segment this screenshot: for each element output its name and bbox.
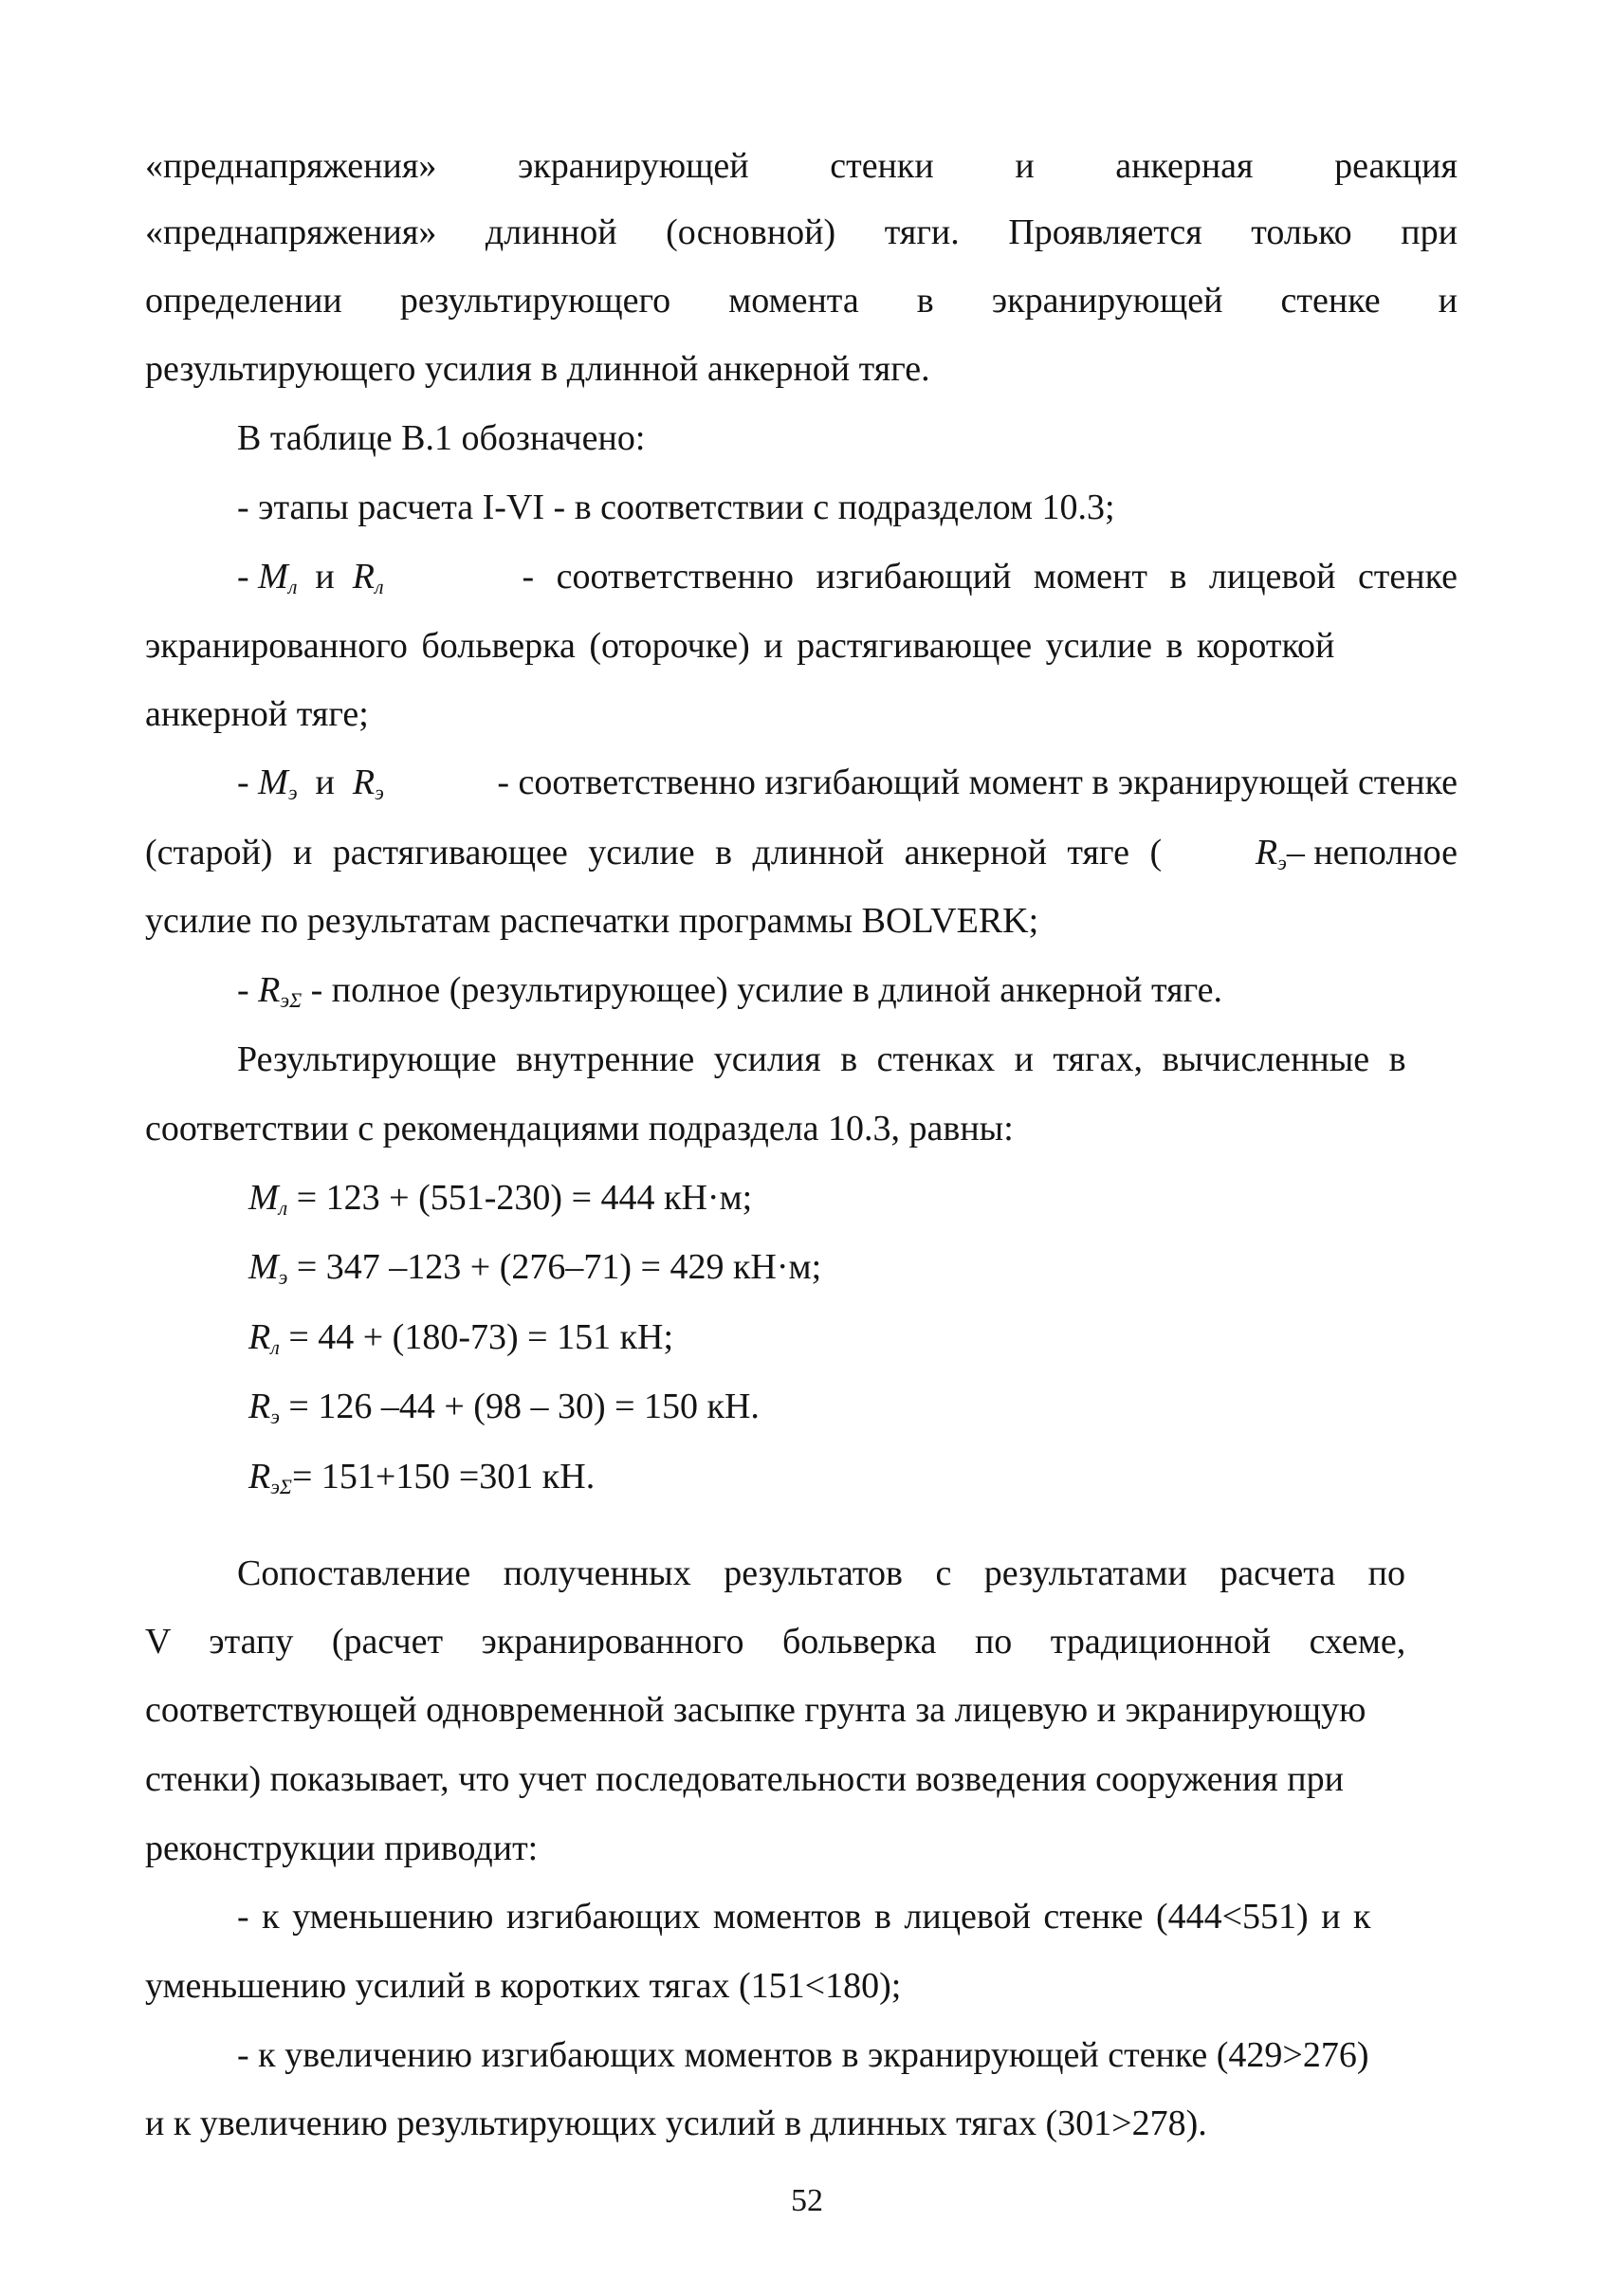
- text-word: результирующего: [399, 281, 671, 321]
- subscript: эΣ: [270, 1475, 292, 1498]
- results-line-1: Результирующие внутренние усилия в стенках и тягах, вычисленные в: [237, 1039, 1406, 1079]
- comparison-line-2: V этапу (расчет экранированного больверка по традиционной схеме,: [145, 1622, 1406, 1662]
- text-word: только: [1251, 212, 1352, 252]
- symbol-m: M: [248, 1178, 279, 1218]
- legend-ml-text: - соответственно изгибающий момент в лицевой стенке: [522, 557, 1458, 597]
- symbol-r: R: [352, 557, 375, 597]
- legend-ml-item: [237, 555, 1458, 598]
- symbol-r: R: [1255, 833, 1278, 872]
- conclusion-1-line-1: - к уменьшению изгибающих моментов в лицевой стенке (444<551) и к: [237, 1897, 1371, 1937]
- formula-rl: [248, 1315, 673, 1359]
- legend-rs-item: [237, 968, 1222, 1012]
- subscript: э: [375, 781, 384, 804]
- conjunction: и: [315, 557, 335, 597]
- formula-re: [248, 1385, 760, 1428]
- comparison-line-5: реконструкции приводит:: [145, 1828, 539, 1868]
- formula-expression: = 347 –123 + (276–71) = 429 кН·м;: [287, 1247, 822, 1287]
- text-fragment: – неполное: [1286, 833, 1458, 872]
- text-word: стенки: [830, 146, 934, 186]
- subscript: л: [270, 1335, 280, 1359]
- intro-line-3: [145, 279, 1458, 322]
- symbol-r: R: [248, 1387, 271, 1426]
- symbol-r: R: [352, 762, 376, 802]
- text-word: экранирующей: [991, 281, 1223, 321]
- subscript: л: [278, 1196, 288, 1220]
- symbol-m: M: [258, 557, 288, 597]
- text-word: «преднапряжения»: [145, 212, 437, 252]
- subscript: л: [287, 575, 298, 598]
- text-word: длинной: [485, 212, 617, 252]
- text-word: тяги.: [884, 212, 960, 252]
- legend-ml-symbols: [237, 555, 384, 598]
- subscript: э: [1277, 851, 1287, 874]
- symbol-m: M: [258, 762, 288, 802]
- legend-me-line-2-end: [1256, 831, 1458, 874]
- text-word: и: [1438, 281, 1458, 321]
- text-word: в: [916, 281, 934, 321]
- text-word: «преднапряжения»: [145, 146, 437, 186]
- subscript: э: [278, 1265, 288, 1289]
- conjunction: и: [315, 762, 335, 802]
- symbol-r: R: [258, 970, 281, 1010]
- formula-me: [248, 1245, 821, 1289]
- comparison-line-1: Сопоставление полученных результатов с результатами расчета по: [237, 1553, 1406, 1593]
- legend-me-line-3: усилие по результатам распечатки программы BOLVERK;: [145, 901, 1039, 941]
- text-word: (основной): [666, 212, 836, 252]
- comparison-line-4: стенки) показывает, что учет последовательности возведения сооружения при: [145, 1759, 1344, 1799]
- subscript: э: [270, 1405, 280, 1428]
- legend-ml-line-3: анкерной тяге;: [145, 694, 369, 734]
- symbol-r: R: [248, 1317, 271, 1357]
- legend-stages: - этапы расчета I-VI - в соответствии с подразделом 10.3;: [237, 487, 1115, 527]
- legend-rs-text: - полное (результирующее) усилие в длиной анкерной тяге.: [310, 970, 1223, 1010]
- legend-me-symbols: [237, 761, 384, 804]
- text-word: момента: [728, 281, 859, 321]
- text-fragment: (старой) и растягивающее усилие в длинной анкерной тяге (: [145, 833, 1163, 872]
- dash: -: [237, 762, 249, 802]
- intro-line-2: [145, 211, 1458, 254]
- conclusion-2-line-2: и к увеличению результирующих усилий в длинных тягах (301>278).: [145, 2103, 1207, 2143]
- formula-expression: = 123 + (551-230) = 444 кН·м;: [287, 1178, 753, 1218]
- conclusion-1-line-2: уменьшению усилий в коротких тягах (151<180);: [145, 1966, 902, 2006]
- symbol-r: R: [248, 1457, 271, 1497]
- formula-expression: = 151+150 =301 кН.: [292, 1457, 596, 1497]
- text-word: анкерная: [1115, 146, 1254, 186]
- intro-line-4: результирующего усилия в длинной анкерной тяге.: [145, 349, 930, 389]
- text-word: и: [1015, 146, 1035, 186]
- intro-line-1: [145, 144, 1458, 188]
- text-word: экранирующей: [517, 146, 749, 186]
- formula-expression: = 44 + (180-73) = 151 кН;: [279, 1317, 674, 1357]
- page-number: 52: [791, 2183, 823, 2218]
- dash: -: [237, 970, 249, 1010]
- formula-rs: [248, 1455, 595, 1498]
- subscript: э: [287, 781, 298, 804]
- text-word: определении: [145, 281, 342, 321]
- dash: -: [237, 557, 249, 597]
- text-word: стенке: [1280, 281, 1381, 321]
- formula-expression: = 126 –44 + (98 – 30) = 150 кН.: [279, 1387, 760, 1426]
- formula-ml: [248, 1176, 752, 1220]
- symbol-m: M: [248, 1247, 279, 1287]
- comparison-line-3: соответствующей одновременной засыпке грунта за лицевую и экранирующую: [145, 1690, 1366, 1730]
- legend-me-line-2: [145, 831, 1458, 874]
- legend-me-item: [237, 761, 1458, 804]
- subscript: л: [374, 575, 384, 598]
- legend-heading: В таблице В.1 обозначено:: [237, 418, 646, 458]
- results-line-2: соответствии с рекомендациями подраздела 10.3, равны:: [145, 1109, 1014, 1148]
- subscript: эΣ: [280, 988, 303, 1012]
- text-word: реакция: [1334, 146, 1458, 186]
- text-word: при: [1401, 212, 1458, 252]
- text-word: Проявляется: [1008, 212, 1202, 252]
- legend-me-text: - соответственно изгибающий момент в экранирующей стенке: [497, 762, 1458, 802]
- conclusion-2-line-1: - к увеличению изгибающих моментов в экранирующей стенке (429>276): [237, 2035, 1369, 2075]
- legend-ml-line-2: экранированного больверка (оторочке) и растягивающее усилие в короткой: [145, 626, 1335, 666]
